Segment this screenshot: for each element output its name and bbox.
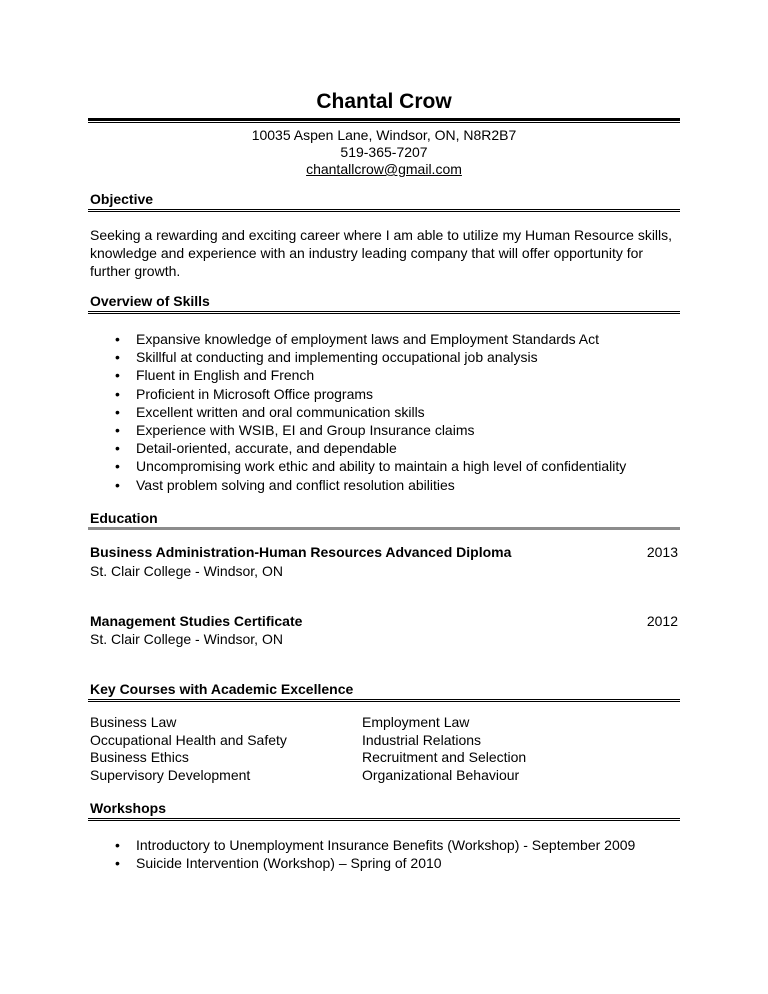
skill-item: • Experience with WSIB, EI and Group Insurance claims (90, 421, 626, 439)
course-item: Supervisory Development (90, 766, 251, 783)
course-item: Business Law (90, 714, 177, 730)
workshops-list (90, 836, 635, 872)
education-divider (88, 527, 680, 530)
skill-item: • Vast problem solving and conflict resolution abilities (90, 476, 626, 494)
skills-list (90, 330, 626, 494)
education-year: 2012 (646, 613, 678, 629)
phone: 519-365-7207 (340, 144, 428, 160)
course-item: Recruitment and Selection (362, 749, 527, 765)
skills-divider (88, 311, 680, 314)
workshop-item: • Introductory to Unemployment Insurance Benefits (Workshop) - September 2009 (90, 836, 635, 854)
header-divider (88, 118, 680, 123)
workshop-item: • Suicide Intervention (Workshop) – Spring of 2010 (90, 854, 635, 872)
courses-heading: Key Courses with Academic Excellence (90, 681, 354, 697)
education-year: 2013 (646, 544, 678, 560)
education-heading: Education (90, 510, 158, 526)
course-item: Organizational Behaviour (362, 766, 520, 783)
email-link[interactable]: chantallcrow@gmail.com (306, 161, 462, 177)
skill-item: • Proficient in Microsoft Office programs (90, 385, 626, 403)
candidate-name: Chantal Crow (316, 90, 452, 113)
skill-item: • Fluent in English and French (90, 366, 626, 384)
email-line (0, 160, 768, 178)
skill-item: • Excellent written and oral communication skills (90, 403, 626, 421)
objective-heading: Objective (90, 191, 154, 207)
courses-right-column (362, 714, 526, 784)
skill-item: • Detail-oriented, accurate, and dependable (90, 439, 626, 457)
courses-left-column (90, 714, 287, 784)
course-item: Employment Law (362, 714, 470, 730)
education-school: St. Clair College - Windsor, ON (90, 563, 283, 579)
objective-divider (88, 209, 680, 212)
workshops-heading: Workshops (90, 800, 166, 816)
course-item: Occupational Health and Safety (90, 731, 287, 748)
objective-text: Seeking a rewarding and exciting career where I am able to utilize my Human Resource skills, knowledge and experience with an industry leading company that will offer opportunity for further growth. (90, 227, 673, 279)
courses-divider (88, 699, 680, 702)
skill-item: • Expansive knowledge of employment laws and Employment Standards Act (90, 330, 626, 348)
skill-item: • Uncompromising work ethic and ability to maintain a high level of confidentiality (90, 457, 626, 475)
course-item: Industrial Relations (362, 731, 482, 748)
address: 10035 Aspen Lane, Windsor, ON, N8R2B7 (251, 127, 517, 143)
skill-item: • Skillful at conducting and implementing occupational job analysis (90, 348, 626, 366)
education-school: St. Clair College - Windsor, ON (90, 631, 283, 647)
skills-heading: Overview of Skills (90, 293, 210, 309)
workshops-divider (88, 818, 680, 821)
education-title: Business Administration-Human Resources Advanced Diploma (90, 544, 512, 560)
education-title: Management Studies Certificate (90, 613, 303, 629)
course-item: Business Ethics (90, 749, 189, 765)
